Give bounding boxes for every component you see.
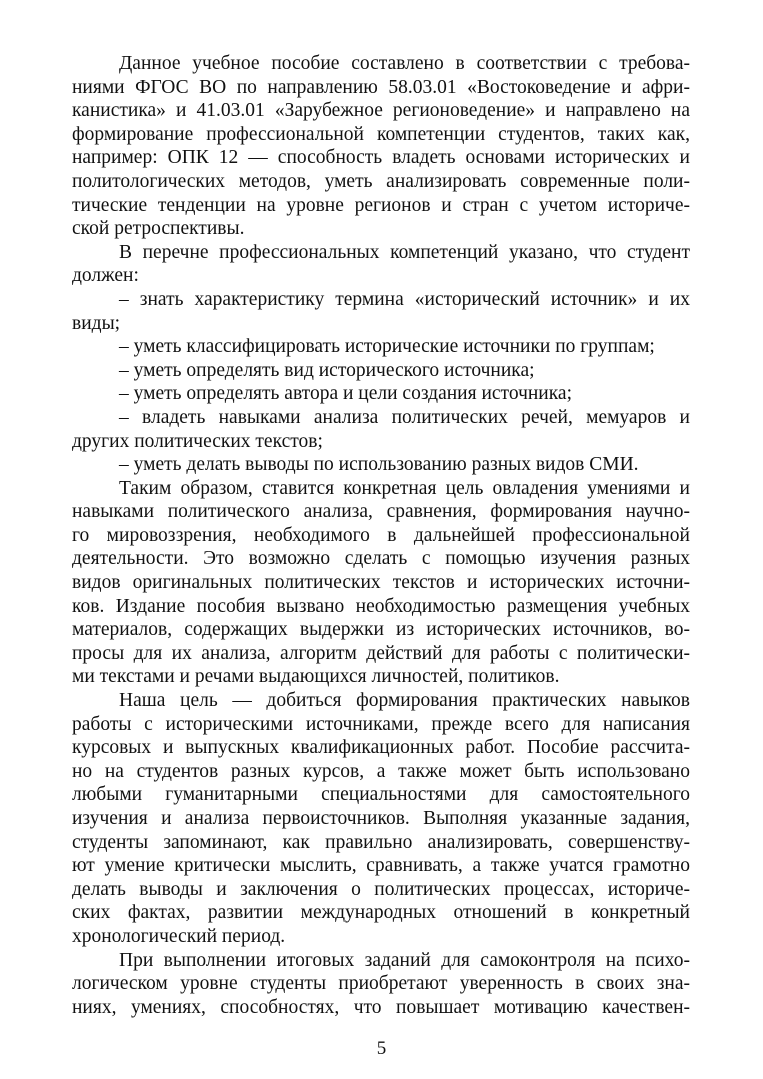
text-line: канистика» и 41.03.01 «Зарубежное регионоведение» и направлено на: [72, 100, 690, 122]
text-line: ют умение критически мыслить, сравнивать, а также учатся грамотно: [72, 855, 690, 877]
text-line: любыми гуманитарными специальностями для самостоятельного: [72, 784, 690, 806]
text-line: логическом уровне студенты приобретают уверенность в своих зна-: [72, 973, 690, 995]
text-line: ской ретроспективы.: [72, 218, 245, 240]
text-line: ских фактах, развитии международных отношений в конкретный: [72, 902, 690, 924]
text-line: работы с историческими источниками, прежде всего для написания: [72, 713, 690, 735]
text-line: В перечне профессиональных компетенций указано, что студент: [119, 241, 690, 263]
text-line: формирование профессиональной компетенции студентов, таких как,: [72, 123, 690, 145]
text-line: виды;: [72, 312, 121, 334]
text-line: других политических текстов;: [72, 430, 323, 452]
text-line: ков. Издание пособия вызвано необходимостью размещения учебных: [72, 595, 690, 617]
text-line: например: ОПК 12 — способность владеть основами исторических и: [72, 147, 690, 169]
text-line: При выполнении итоговых заданий для самоконтроля на психо-: [119, 949, 690, 971]
list-item: – уметь определять вид исторического источника;: [119, 359, 535, 381]
text-line: ниями ФГОС ВО по направлению 58.03.01 «Востоковедение и афри-: [72, 76, 690, 98]
text-line: студенты запоминают, как правильно анализировать, совершенству-: [72, 831, 690, 853]
list-item: – уметь делать выводы по использованию разных видов СМИ.: [119, 454, 639, 476]
text-line: Наша цель — добиться формирования практических навыков: [119, 690, 690, 712]
text-line: делать выводы и заключения о политических процессах, историче-: [72, 878, 690, 900]
text-line: Таким образом, ставится конкретная цель овладения умениями и: [119, 477, 690, 499]
list-item: – знать характеристику термина «исторический источник» и их: [119, 288, 690, 310]
body-text: [72, 52, 690, 1019]
text-line: ми текстами и речами выдающихся личностей, политиков.: [72, 666, 560, 688]
list-item: – уметь классифицировать исторические источники по группам;: [119, 336, 655, 358]
list-item: – владеть навыками анализа политических речей, мемуаров и: [119, 406, 690, 428]
text-line: курсовых и выпускных квалификационных работ. Пособие рассчита-: [72, 737, 690, 759]
text-line: деятельности. Это возможно сделать с помощью изучения разных: [72, 548, 690, 570]
text-line: просы для их анализа, алгоритм действий для работы с политически-: [72, 642, 690, 664]
text-line: тические тенденции на уровне регионов и стран с учетом историче-: [72, 194, 690, 216]
page-number: 5: [376, 1038, 387, 1059]
text-line: го мировоззрения, необходимого в дальнейшей профессиональной: [72, 524, 690, 546]
text-line: политологических методов, уметь анализировать современные поли-: [72, 170, 690, 192]
text-line: хронологический период.: [72, 925, 286, 947]
text-line: материалов, содержащих выдержки из исторических источников, во-: [72, 619, 690, 641]
text-line: но на студентов разных курсов, а также может быть использовано: [72, 760, 690, 782]
text-line: ниях, умениях, способностях, что повышает мотивацию качествен-: [72, 996, 690, 1018]
text-line: изучения и анализа первоисточников. Выполняя указанные задания,: [72, 808, 690, 829]
text-line: Данное учебное пособие составлено в соответствии с требова-: [119, 53, 690, 74]
text-line: навыками политического анализа, сравнения, формирования научно-: [72, 501, 690, 523]
text-line: видов оригинальных политических текстов и исторических источни-: [72, 572, 690, 594]
text-line: должен:: [72, 265, 139, 287]
list-item: – уметь определять автора и цели создания источника;: [119, 383, 572, 405]
